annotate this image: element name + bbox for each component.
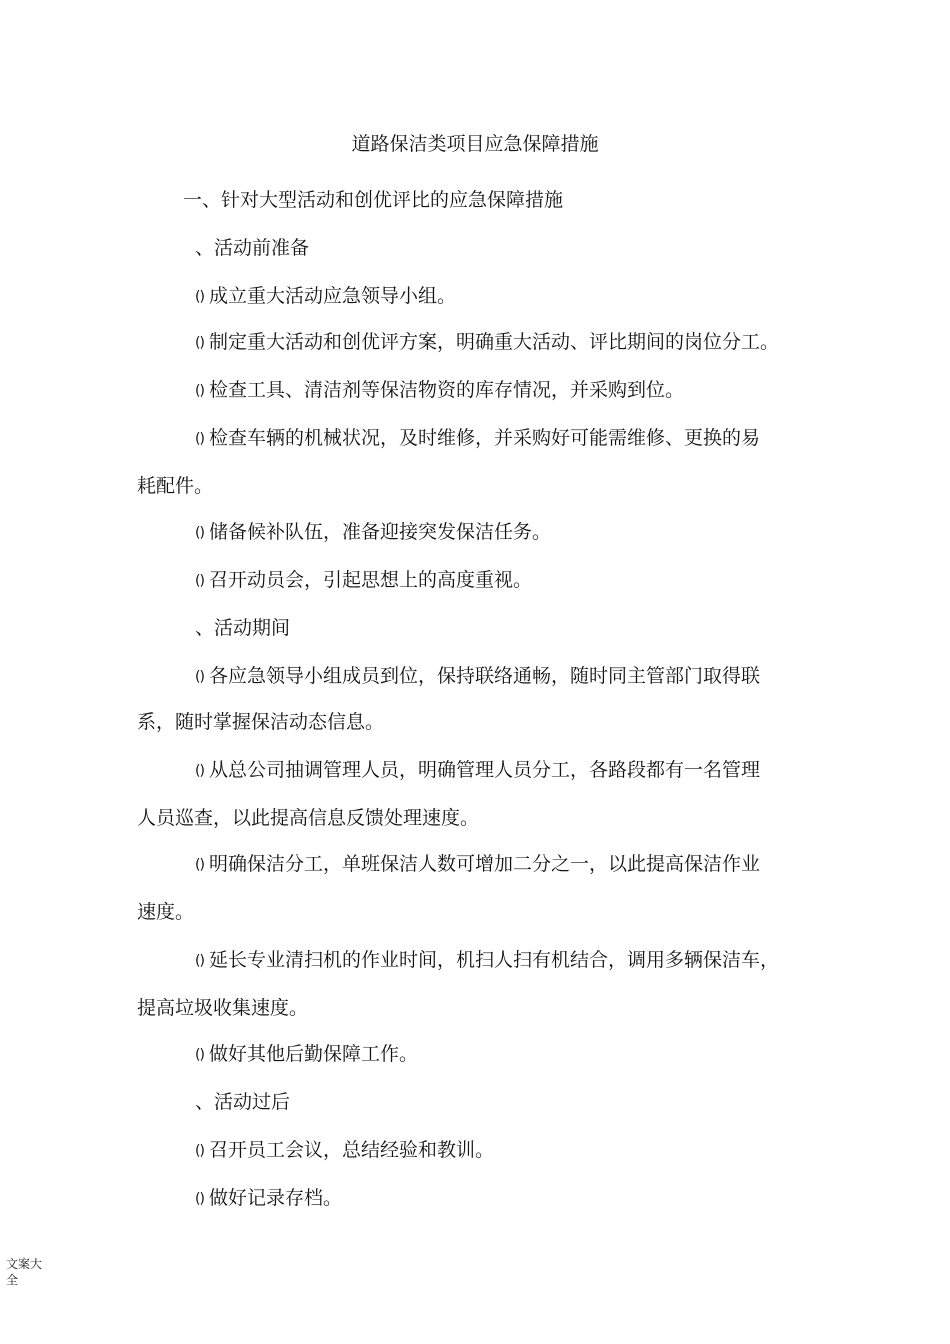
item-text: 做好其他后勤保障工作。	[209, 1043, 419, 1065]
paren-marker: ()	[195, 1143, 204, 1159]
subsection-heading-before: 、活动前准备	[195, 237, 310, 259]
paren-marker: ()	[195, 1191, 204, 1207]
item-continuation: 提高垃圾收集速度。	[137, 997, 309, 1019]
footer-line: 全	[6, 1273, 19, 1287]
list-item	[195, 376, 684, 405]
subsection-heading-during: 、活动期间	[195, 617, 291, 639]
item-text: 召开动员会，引起思想上的高度重视。	[209, 569, 533, 591]
paren-marker: ()	[195, 289, 204, 305]
item-text: 从总公司抽调管理人员，明确管理人员分工，各路段都有一名管理	[209, 759, 761, 781]
list-item	[195, 756, 760, 785]
list-item	[195, 850, 760, 879]
paren-marker: ()	[195, 953, 204, 969]
item-text: 检查工具、清洁剂等保洁物资的库存情况，并采购到位。	[209, 379, 685, 401]
subsection-heading-after: 、活动过后	[195, 1091, 291, 1113]
paren-marker: ()	[195, 525, 204, 541]
item-text: 成立重大活动应急领导小组。	[209, 285, 457, 307]
list-item	[195, 328, 779, 357]
item-text: 检查车辆的机械状况，及时维修，并采购好可能需维修、更换的易	[209, 427, 761, 449]
item-continuation: 人员巡查，以此提高信息反馈处理速度。	[137, 807, 480, 829]
list-item	[195, 424, 760, 453]
footer-label	[6, 1256, 48, 1288]
item-continuation: 系，随时掌握保洁动态信息。	[137, 711, 385, 733]
item-text: 召开员工会议，总结经验和教训。	[209, 1139, 495, 1161]
paren-marker: ()	[195, 669, 204, 685]
list-item	[195, 662, 760, 691]
list-item	[195, 1136, 494, 1165]
item-text: 各应急领导小组成员到位，保持联络通畅，随时同主管部门取得联	[209, 665, 761, 687]
footer-line: 文案大	[6, 1257, 43, 1271]
list-item	[195, 1184, 342, 1213]
list-item	[195, 1040, 418, 1069]
section-heading: 一、针对大型活动和创优评比的应急保障措施	[183, 189, 564, 211]
item-text: 延长专业清扫机的作业时间，机扫人扫有机结合，调用多辆保洁车，	[209, 949, 780, 971]
paren-marker: ()	[195, 431, 204, 447]
item-text: 明确保洁分工，单班保洁人数可增加二分之一，以此提高保洁作业	[209, 853, 761, 875]
item-text: 制定重大活动和创优评方案，明确重大活动、评比期间的岗位分工。	[209, 331, 780, 353]
item-text: 储备候补队伍，准备迎接突发保洁任务。	[209, 521, 552, 543]
item-text: 做好记录存档。	[209, 1187, 343, 1209]
list-item	[195, 566, 532, 595]
paren-marker: ()	[195, 335, 204, 351]
list-item	[195, 518, 551, 547]
item-continuation: 耗配件。	[137, 475, 214, 497]
paren-marker: ()	[195, 763, 204, 779]
paren-marker: ()	[195, 383, 204, 399]
paren-marker: ()	[195, 573, 204, 589]
paren-marker: ()	[195, 857, 204, 873]
list-item	[195, 282, 456, 311]
paren-marker: ()	[195, 1047, 204, 1063]
document-title: 道路保洁类项目应急保障措施	[351, 133, 599, 155]
list-item	[195, 946, 779, 975]
item-continuation: 速度。	[137, 901, 195, 923]
